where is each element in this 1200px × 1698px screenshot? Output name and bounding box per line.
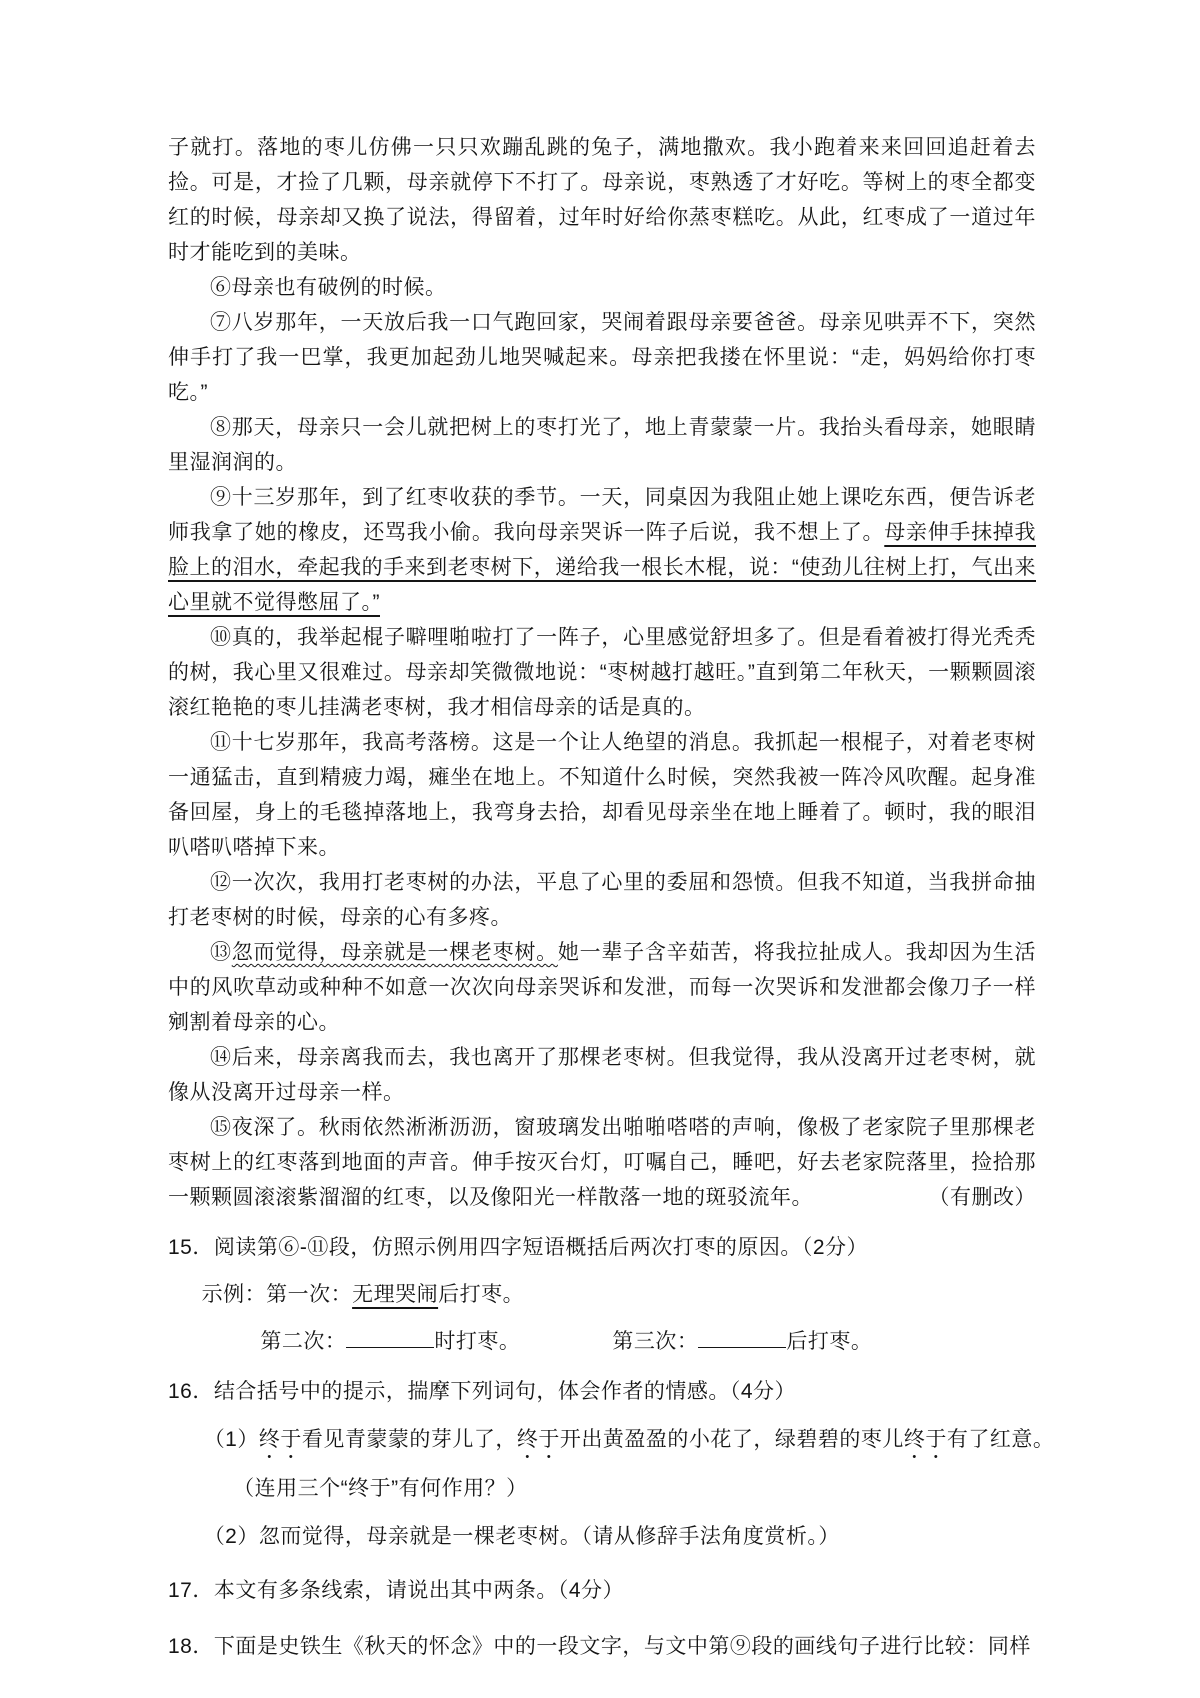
passage-paragraph-12: ⑫一次次，我用打老枣树的办法，平息了心里的委屈和怨愤。但我不知道，当我拼命抽打老枣树的时候，母亲的心有多疼。 xyxy=(168,871,1036,929)
question-16-stem: 16．结合括号中的提示，揣摩下列词句，体会作者的情感。（4分） xyxy=(168,1380,797,1403)
item-1-text-2: 开出黄盈盈的小花了，绿碧碧的枣儿 xyxy=(559,1428,904,1451)
paragraph-9-text: ⑨十三岁那年，到了红枣收获的季节。一天，同桌因为我阻止她上课吃东西，便告诉老师我拿了她的橡皮，还骂我小偷。我向母亲哭诉一阵子后说，我不想上了。 xyxy=(168,486,1036,544)
question-15-blanks xyxy=(260,1324,1036,1359)
item-1-number: （1） xyxy=(203,1428,259,1451)
emphasized-word-1: 终于 xyxy=(258,1428,302,1451)
question-17-stem: 17．本文有多条线索，请说出其中两条。（4分） xyxy=(168,1579,625,1602)
item-1-text-1: 看见青蒙蒙的芽儿了， xyxy=(301,1428,517,1451)
blank-2-suffix: 时打枣。 xyxy=(434,1330,521,1353)
question-16-item-2: （2）忽而觉得，母亲就是一棵老枣树。（请从修辞手法角度赏析。） xyxy=(203,1525,840,1548)
source-note: （有删改） xyxy=(928,1186,1036,1209)
emphasized-word-3: 终于 xyxy=(903,1428,947,1451)
passage-paragraph-continuation: 子就打。落地的枣儿仿佛一只只欢蹦乱跳的兔子，满地撒欢。我小跑着来来回回追赶着去捡。可是，才捡了几颗，母亲就停下不打了。母亲说，枣熟透了才好吃。等树上的枣全都变红的时候，母亲却又换了说法，得留着，过年时好给你蒸枣糕吃。从此，红枣成了一道过年时才能吃到的美味。 xyxy=(168,136,1036,264)
question-16-item-1 xyxy=(203,1422,1055,1463)
wavy-underlined-sentence: 忽而觉得，母亲就是一棵老枣树。 xyxy=(231,941,558,964)
answer-blank-3 xyxy=(698,1345,786,1348)
question-15-example xyxy=(202,1277,1036,1312)
blank-3-suffix: 后打枣。 xyxy=(786,1330,873,1353)
emphasized-word-2: 终于 xyxy=(516,1428,560,1451)
question-18-stem: 18．下面是史铁生《秋天的怀念》中的一段文字，与文中第⑨段的画线句子进行比较：同样 xyxy=(168,1635,1031,1658)
question-15 xyxy=(168,1230,1036,1359)
paragraph-15-text: ⑮夜深了。秋雨依然淅淅沥沥，窗玻璃发出啪啪嗒嗒的声响，像极了老家院子里那棵老枣树上的红枣落到地面的声音。伸手按灭台灯，叮嘱自己，睡吧，好去老家院落里，捡拾那一颗颗圆滚滚紫溜溜的红枣，以及像阳光一样散落一地的斑驳流年。 xyxy=(168,1116,1036,1209)
underlined-sentence: 母亲伸手抹掉我脸上的泪水，牵起我的手来到老枣树下，递给我一根长木棍，说：“使劲儿往树上打，气出来心里就不觉得憋屈了。” xyxy=(168,521,1037,614)
question-16-item-1-hint: （连用三个“终于”有何作用？） xyxy=(233,1477,528,1500)
passage-paragraph-6: ⑥母亲也有破例的时候。 xyxy=(210,276,447,299)
paragraph-13-text: 她一辈子含辛茹苦，将我拉扯成人。我却因为生活中的风吹草动或种种不如意一次次向母亲哭诉和发泄，而每一次哭诉和发泄都会像刀子一样剜割着母亲的心。 xyxy=(168,941,1037,1034)
passage-paragraph-14: ⑭后来，母亲离我而去，我也离开了那棵老枣树。但我觉得，我从没离开过老枣树，就像从没离开过母亲一样。 xyxy=(168,1046,1036,1104)
example-label: 示例：第一次： xyxy=(201,1283,353,1306)
example-answer-underlined: 无理哭闹 xyxy=(352,1283,439,1306)
item-1-text-3: 有了红意。 xyxy=(946,1428,1055,1451)
passage-paragraph-8: ⑧那天，母亲只一会儿就把树上的枣打光了，地上青蒙蒙一片。我抬头看母亲，她眼睛里湿润润的。 xyxy=(168,416,1036,474)
blank-3-label: 第三次： xyxy=(612,1330,699,1353)
question-18 xyxy=(168,1629,1036,1664)
question-16 xyxy=(168,1374,1055,1554)
passage-paragraph-10: ⑩真的，我举起棍子噼哩啪啦打了一阵子，心里感觉舒坦多了。但是看着被打得光秃秃的树，我心里又很难过。母亲却笑微微地说：“枣树越打越旺。”直到第二年秋天，一颗颗圆滚滚红艳艳的枣儿挂满老枣树，我才相信母亲的话是真的。 xyxy=(168,626,1036,719)
question-15-stem: 15．阅读第⑥-⑪段，仿照示例用四字短语概括后两次打枣的原因。（2分） xyxy=(168,1236,869,1259)
paragraph-13-number: ⑬ xyxy=(210,941,232,964)
passage-paragraph-15 xyxy=(168,1110,1036,1215)
question-17 xyxy=(168,1573,1036,1608)
example-suffix: 后打枣。 xyxy=(438,1283,525,1306)
answer-blank-2 xyxy=(346,1345,434,1348)
blank-2-label: 第二次： xyxy=(260,1330,347,1353)
passage-paragraph-9 xyxy=(168,480,1036,620)
passage-paragraph-13 xyxy=(168,935,1036,1040)
reading-passage xyxy=(168,130,1055,1664)
passage-paragraph-7: ⑦八岁那年，一天放后我一口气跑回家，哭闹着跟母亲要爸爸。母亲见哄弄不下，突然伸手打了我一巴掌，我更加起劲儿地哭喊起来。母亲把我搂在怀里说：“走，妈妈给你打枣吃。” xyxy=(168,311,1036,404)
passage-paragraph-11: ⑪十七岁那年，我高考落榜。这是一个让人绝望的消息。我抓起一根棍子，对着老枣树一通猛击，直到精疲力竭，瘫坐在地上。不知道什么时候，突然我被一阵冷风吹醒。起身准备回屋，身上的毛毯掉落地上，我弯身去拾，却看见母亲坐在地上睡着了。顿时，我的眼泪叭嗒叭嗒掉下来。 xyxy=(168,731,1036,859)
